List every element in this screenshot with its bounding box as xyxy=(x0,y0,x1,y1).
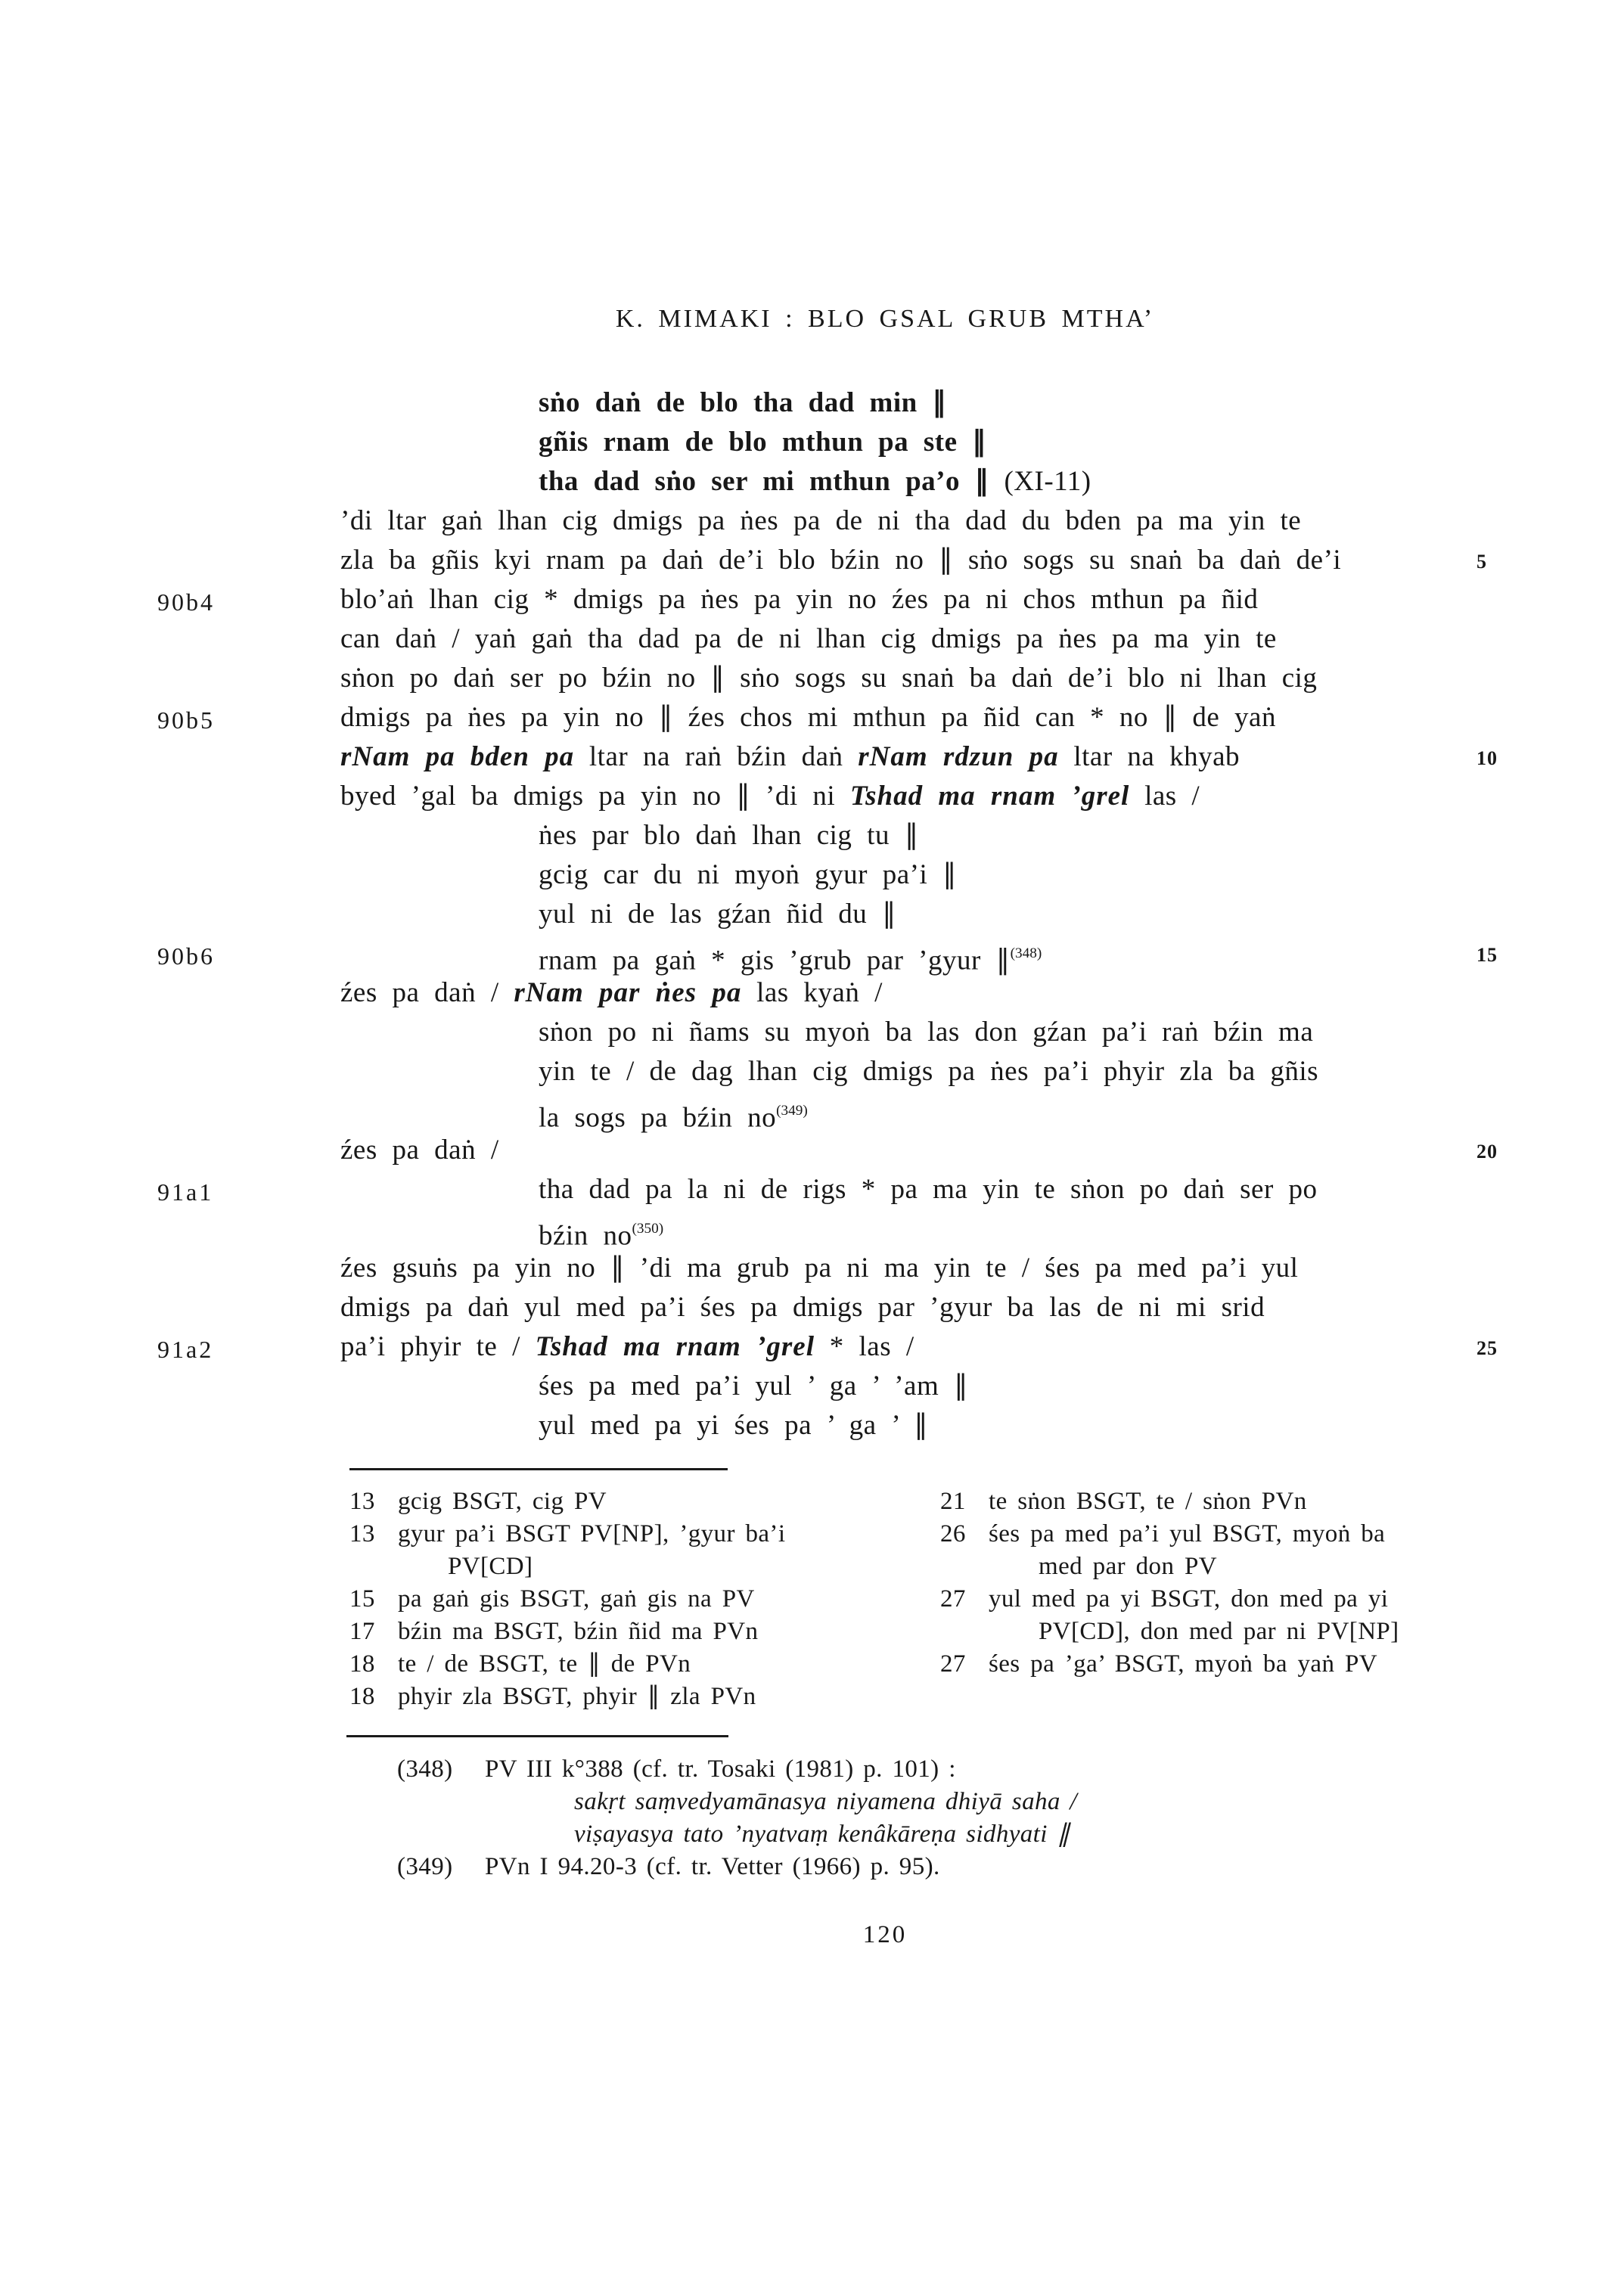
apparatus-text xyxy=(398,1485,607,1518)
text-segment: rNam par ṅes pa xyxy=(514,977,742,1008)
main-text-block xyxy=(157,383,1498,1445)
apparatus-text xyxy=(398,1681,756,1713)
text-line xyxy=(340,973,1445,1013)
text-segment: tha dad sṅo ser mi mthun pa’o ∥ xyxy=(539,466,1005,497)
text-line xyxy=(340,1406,1445,1445)
footnote-number: (348) xyxy=(397,1755,453,1783)
text-segment: dmigs pa daṅ yul med pa’i śes pa dmigs par ’gyur ba las de ni mi srid xyxy=(340,1292,1265,1323)
apparatus-separator-rule xyxy=(349,1468,728,1470)
text-line xyxy=(340,1052,1445,1091)
text-segment: * las / xyxy=(815,1331,914,1362)
text-segment: ’di ltar gaṅ lhan cig dmigs pa ṅes pa de ni tha dad du bden pa ma yin te xyxy=(340,505,1302,536)
text-line xyxy=(340,1288,1445,1327)
text-segment: bźin no xyxy=(539,1220,632,1252)
apparatus-text-line: te / de BSGT, te ∥ de PVn xyxy=(398,1650,691,1678)
footnote-entry xyxy=(397,1753,1418,1851)
apparatus-text-line: PV[CD], don med par ni PV[NP] xyxy=(1039,1618,1399,1645)
apparatus-text-line: te sṅon BSGT, te / sṅon PVn xyxy=(989,1488,1307,1515)
page-number: 120 xyxy=(862,1921,908,1948)
text-line xyxy=(340,501,1445,541)
apparatus-text xyxy=(989,1485,1307,1518)
text-line xyxy=(157,1170,1445,1209)
running-header: K. MIMAKI : BLO GSAL GRUB MTHA’ xyxy=(615,305,1155,333)
apparatus-line-number: 13 xyxy=(349,1520,375,1547)
text-segment: ltar na khyab xyxy=(1058,741,1241,772)
text-segment: rNam pa bden pa xyxy=(340,741,575,772)
apparatus-text xyxy=(398,1583,755,1616)
footnote-text xyxy=(485,1753,1077,1851)
text-segment: zla ba gñis kyi rnam pa daṅ de’i blo bźin no ∥ sṅo sogs su snaṅ ba daṅ de’i xyxy=(340,545,1342,576)
apparatus-line-number: 17 xyxy=(349,1618,375,1645)
text-line xyxy=(340,423,1445,462)
text-segment: rnam pa gaṅ * gis ’grub par ’gyur ∥ xyxy=(539,945,1011,976)
apparatus-line-number: 27 xyxy=(940,1650,966,1678)
apparatus-text xyxy=(989,1648,1377,1681)
text-segment: ltar na raṅ bźin daṅ xyxy=(574,741,859,772)
apparatus-line-number: 13 xyxy=(349,1488,375,1515)
apparatus-entry xyxy=(349,1681,932,1713)
apparatus-line-number: 18 xyxy=(349,1650,375,1678)
apparatus-text-line: PV[CD] xyxy=(448,1553,533,1580)
text-line xyxy=(157,580,1445,619)
text-segment: źes gsuṅs pa yin no ∥ ’di ma grub pa ni ma yin te / śes pa med pa’i yul xyxy=(340,1253,1299,1284)
text-segment: Tshad ma rnam ’grel xyxy=(849,781,1130,812)
line-number: 20 xyxy=(1477,1141,1498,1163)
footnote-reference: (348) xyxy=(1010,945,1042,961)
text-line xyxy=(157,1327,1498,1367)
folio-margin-label: 90b4 xyxy=(157,588,215,616)
text-segment: can daṅ / yaṅ gaṅ tha dad pa de ni lhan cig dmigs pa ṅes pa ma yin te xyxy=(340,623,1277,654)
text-segment: byed ’gal ba dmigs pa yin no ∥ ’di ni xyxy=(340,781,850,812)
text-segment: las kyaṅ / xyxy=(741,977,883,1008)
text-line xyxy=(340,816,1445,855)
apparatus-text xyxy=(398,1616,758,1648)
apparatus-text-line: phyir zla BSGT, phyir ∥ zla PVn xyxy=(398,1683,756,1710)
apparatus-entry xyxy=(349,1583,932,1616)
folio-margin-label: 90b5 xyxy=(157,706,215,734)
apparatus-line-number: 27 xyxy=(940,1585,966,1613)
footnote-text xyxy=(485,1851,940,1883)
apparatus-entry xyxy=(349,1485,932,1518)
apparatus-text-line: pa gaṅ gis BSGT, gaṅ gis na PV xyxy=(398,1585,755,1613)
text-segment: źes pa daṅ / xyxy=(340,977,514,1008)
apparatus-column-left xyxy=(349,1485,932,1713)
footnote-sanskrit-verse-line: sakṛt saṃvedyamānasya niyamena dhiyā saha / xyxy=(574,1788,1078,1815)
apparatus-line-number: 21 xyxy=(940,1488,966,1515)
footnote-reference: (349) xyxy=(776,1103,808,1119)
text-segment: tha dad pa la ni de rigs * pa ma yin te sṅon po daṅ ser po xyxy=(539,1174,1318,1205)
text-segment: sṅon po daṅ ser po bźin no ∥ sṅo sogs su snaṅ ba daṅ de’i blo ni lhan cig xyxy=(340,663,1318,694)
apparatus-line-number: 18 xyxy=(349,1683,375,1710)
text-segment: (XI-11) xyxy=(1004,466,1091,497)
line-number: 15 xyxy=(1477,944,1498,966)
apparatus-entry xyxy=(349,1616,932,1648)
text-segment: las / xyxy=(1129,781,1200,812)
text-line xyxy=(157,698,1445,737)
text-line xyxy=(340,383,1445,423)
apparatus-entry xyxy=(940,1648,1523,1681)
text-line xyxy=(157,934,1498,976)
text-segment: la sogs pa bźin no xyxy=(539,1102,777,1134)
text-line xyxy=(340,1131,1498,1170)
footnote-text-line: PVn I 94.20-3 (cf. tr. Vetter (1966) p. 95). xyxy=(485,1853,940,1880)
text-segment: yul ni de las gźan ñid du ∥ xyxy=(539,899,896,930)
apparatus-entry xyxy=(349,1518,932,1583)
text-segment: yul med pa yi śes pa ’ ga ’ ∥ xyxy=(539,1410,929,1441)
footnote-text-line: PV III k°388 (cf. tr. Tosaki (1981) p. 101) : xyxy=(485,1755,956,1783)
line-number: 10 xyxy=(1477,747,1498,769)
text-line xyxy=(340,895,1445,934)
text-segment: sṅo daṅ de blo tha dad min ∥ xyxy=(539,387,947,418)
text-segment: blo’aṅ lhan cig * dmigs pa ṅes pa yin no źes pa ni chos mthun pa ñid xyxy=(340,584,1259,615)
apparatus-text-line: śes pa med pa’i yul BSGT, myoṅ ba xyxy=(989,1520,1386,1547)
text-segment: źes pa daṅ / xyxy=(340,1135,499,1166)
text-line xyxy=(340,1367,1445,1406)
apparatus-text-line: bźin ma BSGT, bźin ñid ma PVn xyxy=(398,1618,759,1645)
footnote-number: (349) xyxy=(397,1853,453,1880)
text-segment: yin te / de dag lhan cig dmigs pa ṅes pa’i phyir zla ba gñis xyxy=(539,1056,1319,1087)
apparatus-text xyxy=(398,1648,691,1681)
text-segment: pa’i phyir te / xyxy=(340,1331,536,1362)
apparatus-text-line: med par don PV xyxy=(1039,1553,1217,1580)
text-line xyxy=(340,462,1445,501)
apparatus-entry xyxy=(940,1518,1523,1583)
footnote-separator-rule xyxy=(346,1735,728,1737)
folio-margin-label: 91a1 xyxy=(157,1178,214,1206)
apparatus-entry xyxy=(940,1583,1523,1648)
apparatus-text-line: gyur pa’i BSGT PV[NP], ’gyur ba’i xyxy=(398,1520,786,1547)
apparatus-text xyxy=(989,1583,1399,1648)
text-segment: gcig car du ni myoṅ gyur pa’i ∥ xyxy=(539,859,958,890)
text-line xyxy=(340,1091,1445,1134)
footnote-sanskrit-verse-line: viṣayasya tato ’nyatvaṃ kenâkāreṇa sidhyati ∥ xyxy=(574,1821,1070,1848)
text-line xyxy=(340,619,1445,659)
apparatus-line-number: 26 xyxy=(940,1520,966,1547)
text-segment: śes pa med pa’i yul ’ ga ’ ’am ∥ xyxy=(539,1371,968,1402)
apparatus-entry xyxy=(940,1485,1523,1518)
text-segment: ṅes par blo daṅ lhan cig tu ∥ xyxy=(539,820,919,851)
text-segment: dmigs pa ṅes pa yin no ∥ źes chos mi mthun pa ñid can * no ∥ de yaṅ xyxy=(340,702,1276,733)
text-line xyxy=(340,541,1487,580)
folio-margin-label: 90b6 xyxy=(157,942,215,970)
apparatus-text xyxy=(398,1518,785,1583)
apparatus-text xyxy=(989,1518,1385,1583)
apparatus-column-right xyxy=(940,1485,1523,1681)
apparatus-line-number: 15 xyxy=(349,1585,375,1613)
text-line xyxy=(340,855,1445,895)
text-line xyxy=(340,737,1498,777)
apparatus-entry xyxy=(349,1648,932,1681)
apparatus-text-line: yul med pa yi BSGT, don med pa yi xyxy=(989,1585,1389,1613)
apparatus-text-line: śes pa ’ga’ BSGT, myoṅ ba yaṅ PV xyxy=(989,1650,1378,1678)
line-number: 25 xyxy=(1477,1337,1498,1359)
footnote-entry xyxy=(397,1851,1418,1883)
text-segment: sṅon po ni ñams su myoṅ ba las don gźan pa’i raṅ bźin ma xyxy=(539,1017,1314,1048)
text-segment: rNam rdzun pa xyxy=(858,741,1059,772)
text-line xyxy=(340,1249,1445,1288)
apparatus-text-line: gcig BSGT, cig PV xyxy=(398,1488,607,1515)
text-segment: gñis rnam de blo mthun pa ste ∥ xyxy=(539,427,987,458)
text-segment: Tshad ma rnam ’grel xyxy=(535,1331,815,1362)
text-line xyxy=(340,777,1445,816)
text-line xyxy=(340,1209,1445,1252)
footnotes-block xyxy=(397,1753,1418,1883)
line-number: 5 xyxy=(1477,551,1487,573)
text-line xyxy=(340,659,1445,698)
footnote-reference: (350) xyxy=(632,1221,664,1237)
folio-margin-label: 91a2 xyxy=(157,1336,214,1363)
text-line xyxy=(340,1013,1445,1052)
